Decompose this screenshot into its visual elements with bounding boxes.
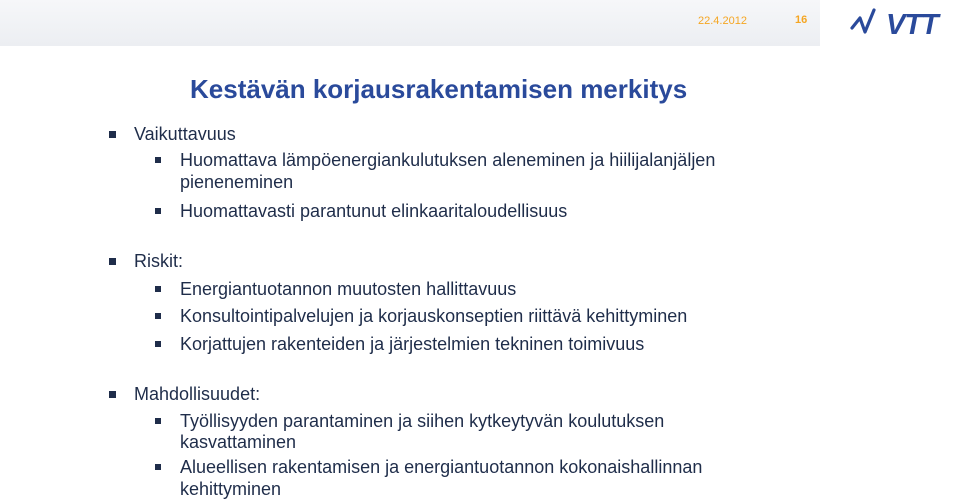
header-divider	[0, 46, 820, 48]
list-item-line: pieneneminen	[180, 172, 294, 192]
bullet-icon	[155, 418, 161, 424]
bullet-icon	[155, 464, 161, 470]
bullet-icon	[109, 391, 116, 398]
list-item-line: kehittyminen	[180, 479, 282, 499]
slide-page-number: 16	[795, 14, 808, 26]
vtt-logo	[850, 8, 950, 40]
bullet-icon	[155, 286, 161, 292]
section-label-mahdollisuudet: Mahdollisuudet:	[134, 384, 261, 404]
list-item-line: Korjattujen rakenteiden ja järjestelmien tekninen toimivuus	[180, 334, 645, 354]
bullet-icon	[155, 157, 161, 163]
slide-header	[0, 0, 960, 52]
section-label-riskit: Riskit:	[134, 251, 183, 271]
list-item-line: Alueellisen rakentamisen ja energiantuotannon kokonaishallinnan	[180, 457, 703, 477]
list-item-line: Huomattavasti parantunut elinkaaritaloudellisuus	[180, 201, 568, 221]
header-band	[0, 0, 820, 46]
section-label-vaikuttavuus: Vaikuttavuus	[134, 124, 236, 144]
logo-text: VTT	[886, 9, 938, 41]
list-item-line: kasvattaminen	[180, 432, 297, 452]
bullet-icon	[155, 313, 161, 319]
list-item-line: Konsultointipalvelujen ja korjauskonseptien riittävä kehittyminen	[180, 306, 688, 326]
bullet-icon	[155, 208, 161, 214]
bullet-icon	[155, 341, 161, 347]
vtt-logo-icon	[850, 8, 886, 40]
list-item-line: Työllisyyden parantaminen ja siihen kytkeytyvän koulutuksen	[180, 411, 665, 431]
bullet-icon	[109, 131, 116, 138]
list-item-line: Energiantuotannon muutosten hallittavuus	[180, 279, 517, 299]
bullet-icon	[109, 258, 116, 265]
slide-date: 22.4.2012	[698, 15, 747, 27]
slide-title: Kestävän korjausrakentamisen merkitys	[190, 74, 688, 104]
list-item-line: Huomattava lämpöenergiankulutuksen aleneminen ja hiilijalanjäljen	[180, 150, 716, 170]
